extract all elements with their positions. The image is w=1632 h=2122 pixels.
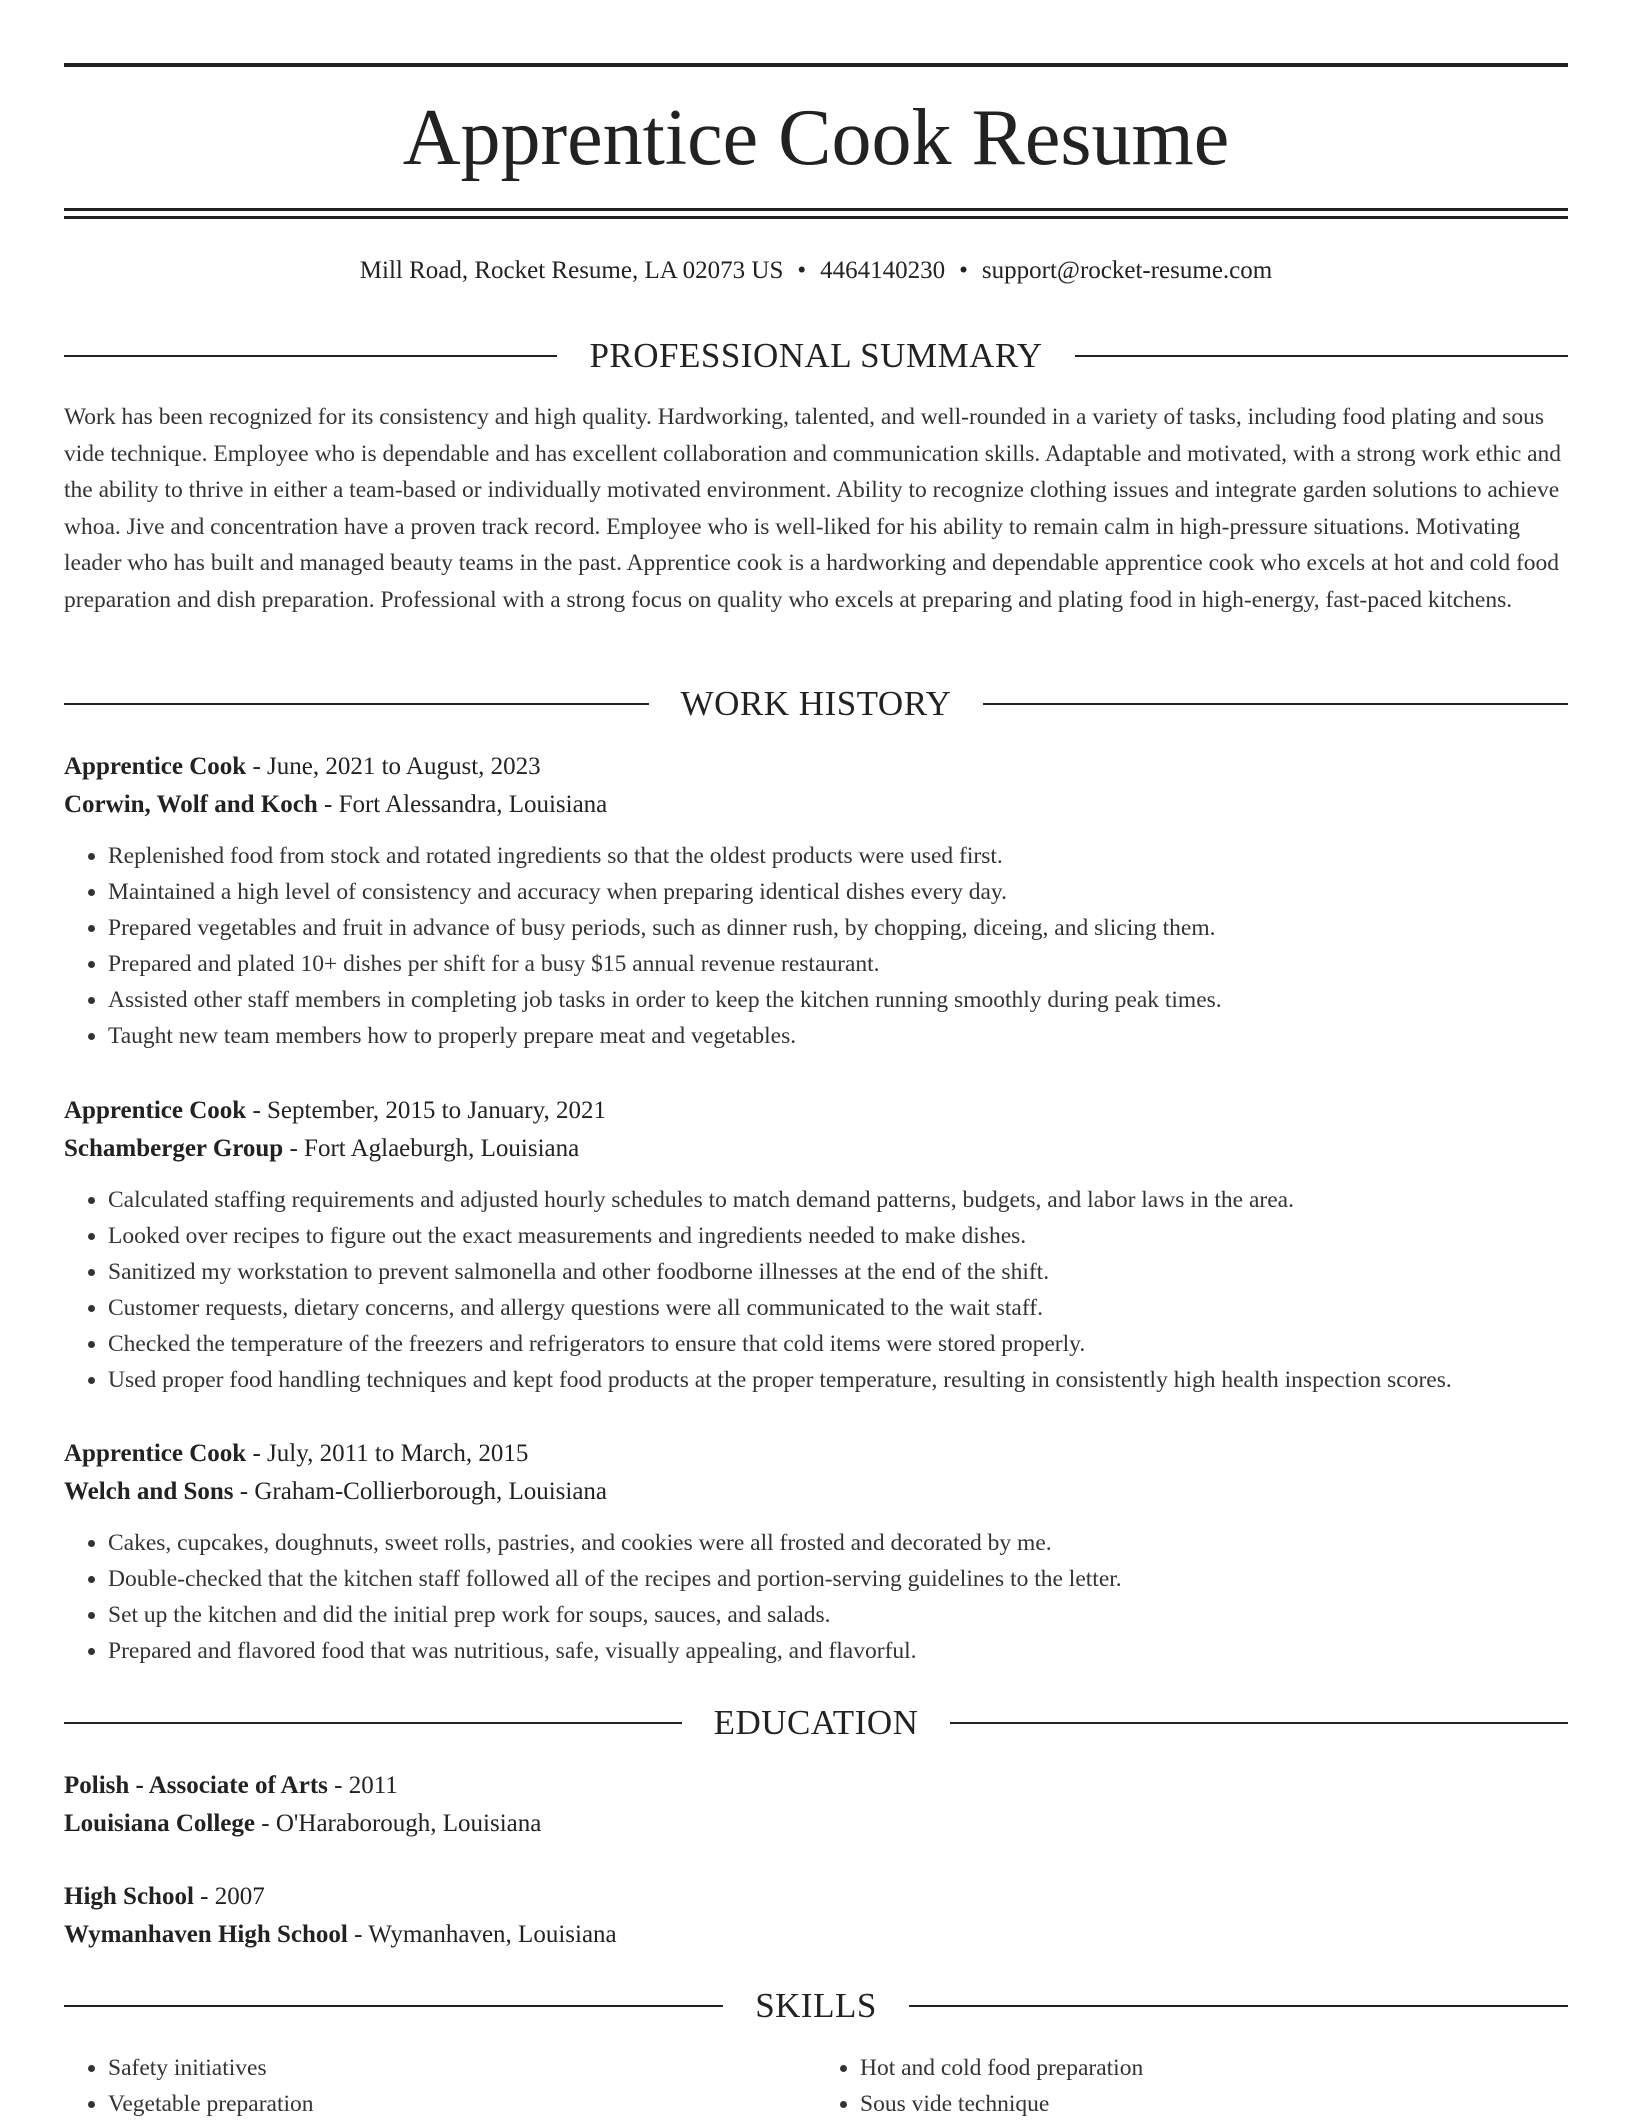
job-title-line <box>64 1435 1568 1473</box>
section-header-summary <box>64 331 1568 381</box>
contact-email: support@rocket-resume.com <box>981 257 1273 284</box>
education-entry <box>64 1767 1568 1843</box>
list-item: • Customer requests, dietary concerns, and allergy questions were all communicated to the wait staff. <box>108 1290 1568 1326</box>
job-title-line <box>64 1092 1568 1130</box>
contact-phone: 4464140230 <box>820 257 946 284</box>
section-title: SKILLS <box>755 1986 877 2025</box>
section-rule <box>64 2005 723 2007</box>
contact-separator: • <box>797 257 807 284</box>
section-rule <box>950 1722 1568 1724</box>
job-company: Welch and Sons <box>64 1478 234 1505</box>
job-company-line <box>64 1130 1568 1168</box>
job-dates: - July, 2011 to March, 2015 <box>246 1440 529 1467</box>
contact-address: Mill Road, Rocket Resume, LA 02073 US <box>359 257 784 284</box>
list-item: • Prepared and plated 10+ dishes per shift for a busy $15 annual revenue restaurant. <box>108 946 1568 982</box>
job-entry <box>64 1435 1568 1669</box>
education-year: - 2007 <box>193 1883 265 1910</box>
list-item: • Taught new team members how to properly prepare meat and vegetables. <box>108 1018 1568 1054</box>
section-rule <box>64 355 557 357</box>
top-rule <box>64 63 1568 67</box>
skills-column-left <box>64 2050 816 2122</box>
list-item: • Used proper food handling techniques and kept food products at the proper temperature, resulting in consistently high health inspection scores. <box>108 1362 1568 1398</box>
list-item: • Looked over recipes to figure out the exact measurements and ingredients needed to make dishes. <box>108 1218 1568 1254</box>
job-location: - Fort Alessandra, Louisiana <box>317 791 608 818</box>
education-degree-line <box>64 1767 1568 1805</box>
list-item: • Safety initiatives <box>108 2050 816 2086</box>
job-bullets <box>64 1182 1568 1398</box>
job-dates: - June, 2021 to August, 2023 <box>246 753 541 780</box>
job-company-line <box>64 1473 1568 1511</box>
section-rule <box>64 1722 682 1724</box>
job-company: Schamberger Group <box>64 1135 284 1162</box>
page-title: Apprentice Cook Resume <box>402 94 1230 182</box>
skills-list <box>64 2050 1568 2122</box>
education-year: - 2011 <box>327 1772 398 1799</box>
education-school-line <box>64 1916 1568 1954</box>
job-entry <box>64 748 1568 1054</box>
list-item: • Cakes, cupcakes, doughnuts, sweet rolls, pastries, and cookies were all frosted and decorated by me. <box>108 1525 1568 1561</box>
job-bullets <box>64 838 1568 1054</box>
job-entry <box>64 1092 1568 1398</box>
section-title: WORK HISTORY <box>680 684 952 723</box>
job-location: - Graham-Collierborough, Louisiana <box>233 1478 608 1505</box>
list-item: • Hot and cold food preparation <box>860 2050 1568 2086</box>
job-dates: - September, 2015 to January, 2021 <box>246 1097 606 1124</box>
job-location: - Fort Aglaeburgh, Louisiana <box>283 1135 580 1162</box>
section-header-work-history <box>64 679 1568 729</box>
section-title: PROFESSIONAL SUMMARY <box>589 336 1043 375</box>
education-school: Louisiana College <box>64 1810 255 1837</box>
education-degree: Polish - Associate of Arts <box>64 1772 328 1799</box>
education-location: - Wymanhaven, Louisiana <box>347 1921 617 1948</box>
list-item: • Replenished food from stock and rotated ingredients so that the oldest products were used first. <box>108 838 1568 874</box>
section-header-education <box>64 1698 1568 1748</box>
list-item: • Assisted other staff members in completing job tasks in order to keep the kitchen running smoothly during peak times. <box>108 982 1568 1018</box>
list-item: • Sous vide technique <box>860 2086 1568 2122</box>
section-rule <box>64 703 649 705</box>
job-company: Corwin, Wolf and Koch <box>64 791 318 818</box>
job-role: Apprentice Cook <box>64 753 247 780</box>
section-rule <box>983 703 1568 705</box>
list-item: • Prepared vegetables and fruit in advance of busy periods, such as dinner rush, by chopping, diceing, and slicing them. <box>108 910 1568 946</box>
title-double-rule-lower <box>64 216 1568 219</box>
education-entry <box>64 1878 1568 1954</box>
education-degree-line <box>64 1878 1568 1916</box>
section-header-skills <box>64 1981 1568 2031</box>
contact-separator: • <box>959 257 968 284</box>
job-title-line <box>64 748 1568 786</box>
job-bullets <box>64 1525 1568 1669</box>
list-item: • Double-checked that the kitchen staff followed all of the recipes and portion-serving guidelines to the letter. <box>108 1561 1568 1597</box>
list-item: • Vegetable preparation <box>108 2086 816 2122</box>
list-item: • Calculated staffing requirements and adjusted hourly schedules to match demand patterns, budgets, and labor laws in the area. <box>108 1182 1568 1218</box>
section-rule <box>909 2005 1568 2007</box>
list-item: • Maintained a high level of consistency and accuracy when preparing identical dishes every day. <box>108 874 1568 910</box>
job-role: Apprentice Cook <box>64 1097 247 1124</box>
skills-column-right <box>816 2050 1568 2122</box>
summary-text: Work has been recognized for its consistency and high quality. Hardworking, talented, and well-rounded in a variety of tasks, including food plating and sous vide technique. Employee who is dependable and has excellent collaboration and communication skills. Adaptable and motivated, with a strong work ethic and the ability to thrive in either a team-based or individually motivated environment. Ability to recognize clothing issues and integrate garden solutions to achieve whoa. Jive and concentration have a proven track record. Employee who is well-liked for his ability to remain calm in high-pressure situations. Motivating leader who has built and managed beauty teams in the past. Apprentice cook is a hardworking and dependable apprentice cook who excels at hot and cold food preparation and dish preparation. Professional with a strong focus on quality who excels at preparing and plating food in high-energy, fast-paced kitchens. <box>64 404 1562 613</box>
contact-line <box>64 253 1568 289</box>
job-role: Apprentice Cook <box>64 1440 247 1467</box>
education-school-line <box>64 1805 1568 1843</box>
title-double-rule-upper <box>64 208 1568 211</box>
job-company-line <box>64 786 1568 824</box>
section-rule <box>1075 355 1568 357</box>
education-school: Wymanhaven High School <box>64 1921 348 1948</box>
education-location: - O'Haraborough, Louisiana <box>255 1810 542 1837</box>
list-item: • Set up the kitchen and did the initial prep work for soups, sauces, and salads. <box>108 1597 1568 1633</box>
list-item: • Sanitized my workstation to prevent salmonella and other foodborne illnesses at the end of the shift. <box>108 1254 1568 1290</box>
section-title: EDUCATION <box>713 1703 919 1742</box>
list-item: • Checked the temperature of the freezers and refrigerators to ensure that cold items were stored properly. <box>108 1326 1568 1362</box>
list-item: • Prepared and flavored food that was nutritious, safe, visually appealing, and flavorful. <box>108 1633 1568 1669</box>
education-degree: High School <box>64 1883 194 1910</box>
